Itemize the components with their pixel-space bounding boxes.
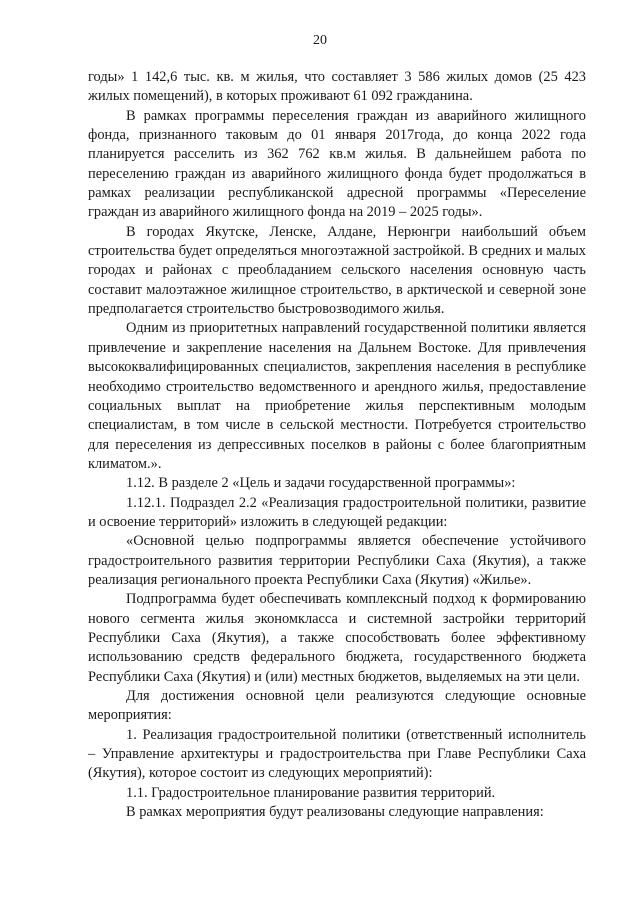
paragraph-directions: В рамках мероприятия будут реализованы следующие направления: [126, 804, 544, 821]
document-body [88, 68, 586, 822]
paragraph-main-activities: Для достижения основной цели реализуются следующие основные мероприятия: [88, 688, 586, 724]
paragraph-activity-1: 1. Реализация градостроительной политики (ответственный исполнитель – Управление архитектуры и градостроительства при Главе Республики Саха (Якутия), которое состоит из следующих мероприятий): [88, 726, 586, 782]
page-number: 20 [313, 33, 327, 48]
paragraph-subprogram: Подпрограмма будет обеспечивать комплексный подход к формированию нового сегмента жилья экономкласса и системной застройки территорий Республики Саха (Якутия), а также способствовать более эффективному использованию средств федерального бюджета, государственного бюджета Республики Саха (Якутия) и (или) местных бюджетов, выделяемых на эти цели. [88, 591, 586, 685]
paragraph-activity-1-1: 1.1. Градостроительное планирование развития территорий. [126, 784, 496, 801]
paragraph-cities-construction: В городах Якутске, Ленске, Алдане, Нерюнгри наибольший объем строительства будет определяться многоэтажной застройкой. В средних и малых городах и районах с преобладанием сельского населения основную часть составит малоэтажное жилищное строительство, в арктической и северной зоне предполагается строительство быстровозводимого жилья. [88, 223, 586, 318]
paragraph-population-policy: Одним из приоритетных направлений государственной политики является привлечение и закрепление населения на Дальнем Востоке. Для привлечения высококвалифицированных специалистов, закрепления населения в республике необходимо строительство ведомственного и арендного жилья, предоставление социальных выплат на приобретение жилья перспективным молодым специалистам, в том числе в сельской местности. Потребуется строительство для переселения из депрессивных поселков в районы с более благоприятным климатом.». [88, 320, 586, 472]
paragraph-resettlement-program: В рамках программы переселения граждан из аварийного жилищного фонда, признанного таковым до 01 января 2017года, до конца 2022 года планируется расселить из 362 762 кв.м жилья. В дальнейшем работа по переселению граждан из аварийного жилищного фонда будет продолжаться в рамках реализации республиканской адресной программы «Переселение граждан из аварийного жилищного фонда на 2019 – 2025 годы». [88, 107, 586, 221]
paragraph-subsection-2-2: 1.12.1. Подраздел 2.2 «Реализация градостроительной политики, развитие и освоение территорий» изложить в следующей редакции: [88, 494, 586, 530]
paragraph-housing-stock: годы» 1 142,6 тыс. кв. м жилья, что составляет 3 586 жилых домов (25 423 жилых помещений), в которых проживают 61 092 гражданина. [88, 69, 586, 105]
paragraph-main-goal: «Основной целью подпрограммы является обеспечение устойчивого градостроительного развития территории Республики Саха (Якутия), а также реализация регионального проекта Республики Саха (Якутия) «Жилье». [88, 533, 586, 588]
paragraph-section-2: 1.12. В разделе 2 «Цель и задачи государственной программы»: [126, 475, 516, 492]
